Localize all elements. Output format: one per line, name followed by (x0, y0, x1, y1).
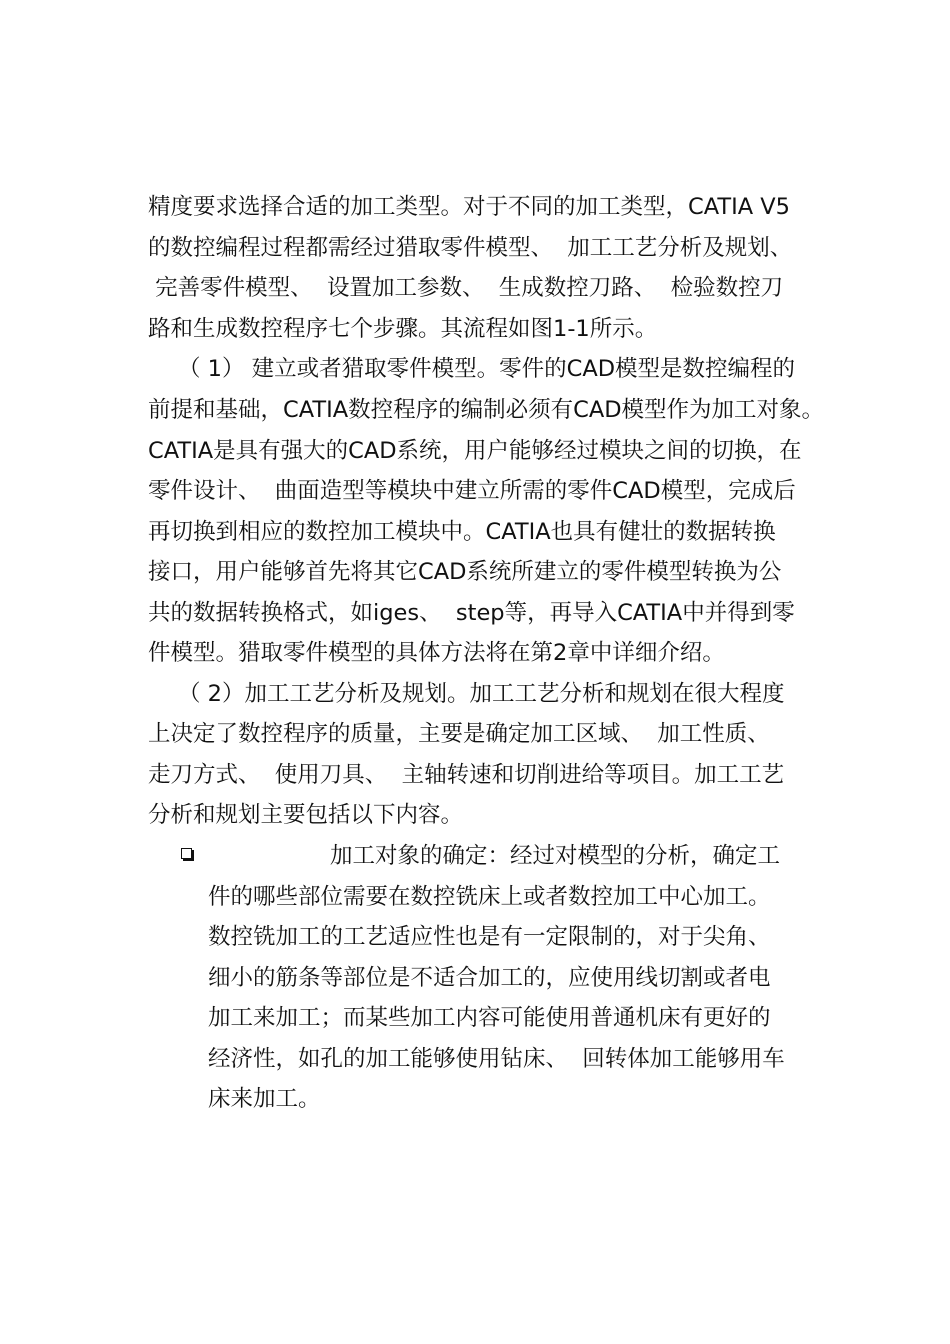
bullet-line-3: 数控铣加工的工艺适应性也是有一定限制的，对于尖角、 (208, 924, 771, 950)
intro-line-1: 精度要求选择合适的加工类型。对于不同的加工类型，CATIA V5 (148, 194, 790, 220)
step2-line-4: 分析和规划主要包括以下内容。 (148, 802, 464, 828)
step1-line-1: （ 1） 建立或者猎取零件模型。零件的CAD模型是数控编程的 (178, 356, 796, 382)
step2-line-2: 上决定了数控程序的质量，主要是确定加工区域、 加工性质、 (148, 721, 770, 747)
step1-line-5: 再切换到相应的数控加工模块中。CATIA也具有健壮的数据转换 (148, 519, 776, 545)
intro-line-4: 路和生成数控程序七个步骤。其流程如图1-1所示。 (148, 316, 658, 342)
bullet-line-6: 经济性，如孔的加工能够使用钻床、 回转体加工能够用车 (208, 1046, 785, 1072)
step2-line-1: （ 2）加工工艺分析及规划。加工工艺分析和规划在很大程度 (178, 681, 785, 707)
bullet-line-7: 床来加工。 (208, 1086, 321, 1112)
checkbox-bullet-icon (181, 848, 192, 859)
intro-line-2: 的数控编程过程都需经过猎取零件模型、 加工工艺分析及规划、 (148, 235, 793, 261)
bullet-line-4: 细小的筋条等部位是不适合加工的，应使用线切割或者电 (208, 965, 771, 991)
bullet-line-1: 加工对象的确定：经过对模型的分析，确定工 (330, 843, 781, 869)
bullet-line-5: 加工来加工；而某些加工内容可能使用普通机床有更好的 (208, 1005, 771, 1031)
step1-line-2: 前提和基础，CATIA数控程序的编制必须有CAD模型作为加工对象。 (148, 397, 825, 423)
step1-line-7: 共的数据转换格式，如iges、 step等，再导入CATIA中并得到零 (148, 600, 795, 626)
intro-line-3: 完善零件模型、 设置加工参数、 生成数控刀路、 检验数控刀 (148, 275, 784, 301)
step2-line-3: 走刀方式、 使用刀具、 主轴转速和切削进给等项目。加工工艺 (148, 762, 785, 788)
step1-line-3: CATIA是具有强大的CAD系统，用户能够经过模块之间的切换，在 (148, 438, 802, 464)
step1-line-8: 件模型。猎取零件模型的具体方法将在第2章中详细介绍。 (148, 640, 725, 666)
step1-line-6: 接口，用户能够首先将其它CAD系统所建立的零件模型转换为公 (148, 559, 782, 585)
step1-line-4: 零件设计、 曲面造型等模块中建立所需的零件CAD模型，完成后 (148, 478, 796, 504)
bullet-line-2: 件的哪些部位需要在数控铣床上或者数控加工中心加工。 (208, 884, 771, 910)
